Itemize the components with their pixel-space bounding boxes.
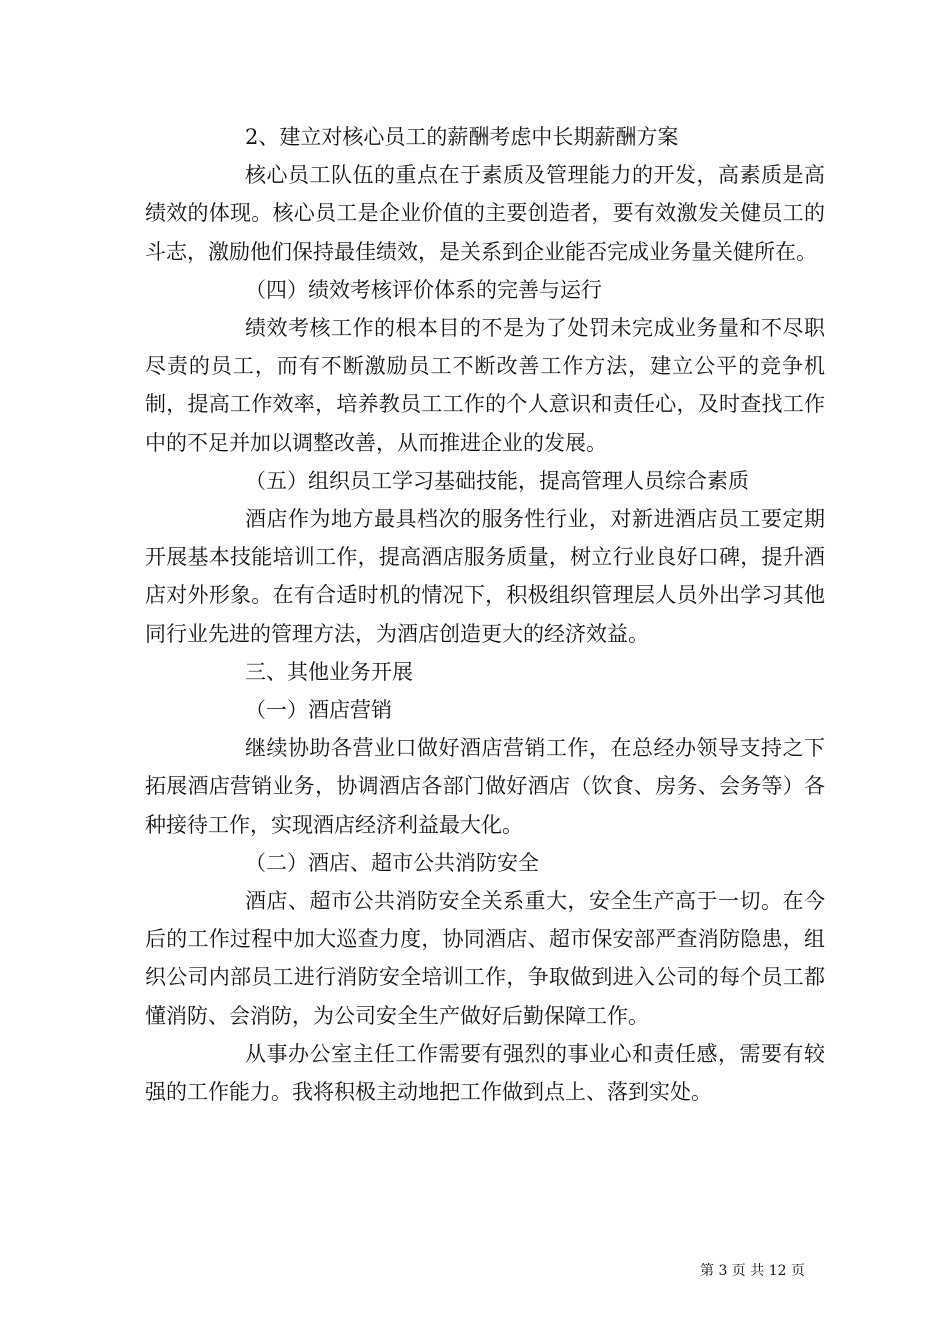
paragraph-conclusion: 从事办公室主任工作需要有强烈的事业心和责任感，需要有较强的工作能力。我将积极主动地把工作做到点上、落到实处。 [145,1041,825,1105]
paragraph-fire-safety: 酒店、超市公共消防安全关系重大，安全生产高于一切。在今后的工作过程中加大巡查力度，协同酒店、超市保安部严查消防隐患，组织公司内部员工进行消防安全培训工作，争取做到进入公司的每个员工都懂消防、会消防，为公司安全生产做好后勤保障工作。 [145,889,825,1028]
paragraph-training: 酒店作为地方最具档次的服务性行业，对新进酒店员工要定期开展基本技能培训工作，提高酒店服务质量，树立行业良好口碑，提升酒店对外形象。在有合适时机的情况下，积极组织管理层人员外出学习其他同行业先进的管理方法，为酒店创造更大的经济效益。 [145,507,825,646]
document-body [145,118,825,1111]
paragraph-performance: 绩效考核工作的根本目的不是为了处罚未完成业务量和不尽职尽责的员工，而有不断激励员工不断改善工作方法，建立公平的竞争机制，提高工作效率，培养教员工工作的个人意识和责任心，及时查找工作中的不足并加以调整改善，从而推进企业的发展。 [145,316,825,455]
paragraph-core-staff: 核心员工队伍的重点在于素质及管理能力的开发，高素质是高绩效的体现。核心员工是企业价值的主要创造者，要有效激发关健员工的斗志，激励他们保持最佳绩效，是关系到企业能否完成业务量关健所在。 [145,163,825,264]
section-heading-salary-plan: 2、建立对核心员工的薪酬考虑中长期薪酬方案 [245,125,679,149]
section-heading-performance: （四）绩效考核评价体系的完善与运行 [245,277,602,302]
page-number-footer: 第 3 页 共 12 页 [700,1263,805,1279]
section-heading-other-business: 三、其他业务开展 [245,659,413,684]
section-heading-hotel-marketing: （一）酒店营销 [245,698,392,723]
paragraph-hotel-marketing: 继续协助各营业口做好酒店营销工作，在总经办领导支持之下拓展酒店营销业务，协调酒店各部门做好酒店（饮食、房务、会务等）各种接待工作，实现酒店经济利益最大化。 [145,736,825,837]
section-heading-fire-safety: （二）酒店、超市公共消防安全 [245,850,539,875]
section-heading-training: （五）组织员工学习基础技能，提高管理人员综合素质 [245,468,749,493]
